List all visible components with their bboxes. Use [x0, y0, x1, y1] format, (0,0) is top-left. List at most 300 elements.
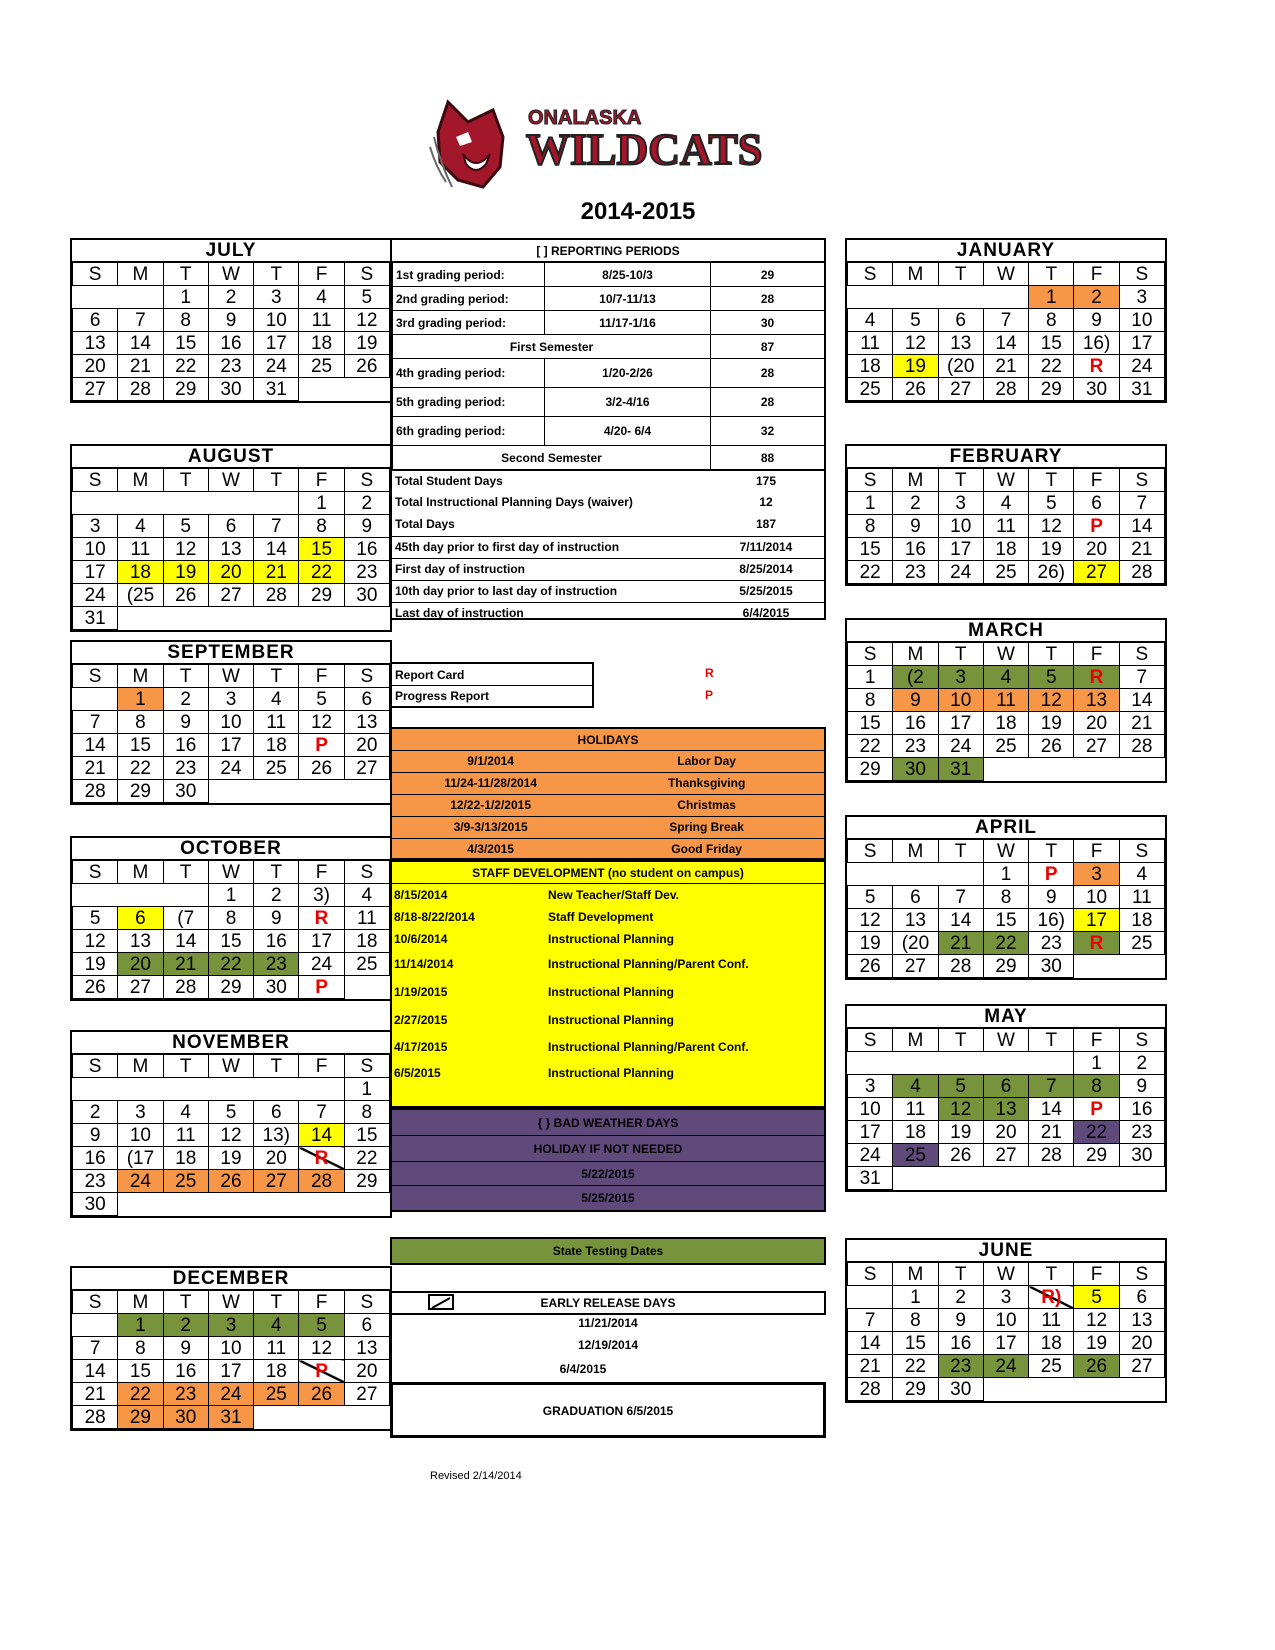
day-cell: 23 [938, 1355, 983, 1378]
day-cell: 6 [983, 1075, 1028, 1098]
period-label: 1st grading period: [393, 263, 545, 287]
day-cell: 1 [208, 884, 253, 907]
day-cell: 8 [118, 1337, 163, 1360]
staff-event: Instructional Planning [548, 932, 675, 946]
holiday-date: 4/3/2015 [467, 842, 514, 856]
day-cell: 19 [1029, 712, 1074, 735]
day-cell: 27 [1074, 735, 1119, 758]
reporting-row [393, 359, 825, 388]
day-cell: 16 [344, 538, 389, 561]
day-cell: 7 [73, 1337, 118, 1360]
calendar-march [845, 618, 1167, 783]
day-cell: 29 [163, 378, 208, 401]
calendar-december [70, 1266, 392, 1431]
day-cell: 17 [299, 930, 344, 953]
day-cell: 9 [938, 1309, 983, 1332]
staff-date: 4/17/2015 [394, 1040, 448, 1054]
empty-day [254, 492, 299, 515]
day-cell: 7 [73, 711, 118, 734]
day-cell: 29 [848, 758, 893, 781]
day-cell: 25 [848, 378, 893, 401]
empty-day [1074, 955, 1119, 978]
weekday-header: S [344, 665, 389, 688]
day-cell: 25 [893, 1144, 938, 1167]
day-cell: 10 [73, 538, 118, 561]
day-cell: 1 [1074, 1052, 1119, 1075]
empty-day [848, 1052, 893, 1075]
day-cell: 20 [1074, 712, 1119, 735]
day-cell: 30 [1119, 1144, 1164, 1167]
day-cell: (17 [118, 1147, 163, 1170]
day-cell: 30 [208, 378, 253, 401]
month-name: JUNE [847, 1240, 1165, 1262]
weekday-header: T [254, 1055, 299, 1078]
weekday-header: T [254, 1291, 299, 1314]
calendar-june [845, 1238, 1167, 1403]
empty-day [938, 863, 983, 886]
day-cell: 10 [118, 1124, 163, 1147]
empty-day [1119, 955, 1164, 978]
day-cell: 5 [163, 515, 208, 538]
weekday-header: T [938, 643, 983, 666]
staff-date: 2/27/2015 [394, 1013, 448, 1027]
day-cell: P [1029, 863, 1074, 886]
calendar-october [70, 836, 392, 1001]
day-cell: 24 [299, 953, 344, 976]
staff-row [392, 1060, 824, 1086]
total-value: 5/25/2015 [739, 584, 793, 598]
empty-day [1119, 1378, 1164, 1401]
day-cell: 30 [1029, 955, 1074, 978]
staff-date: 1/19/2015 [394, 985, 448, 999]
period-days: 87 [711, 335, 825, 359]
day-cell: (20 [893, 932, 938, 955]
holiday-date: 9/1/2014 [467, 754, 514, 768]
day-cell: 20 [344, 1360, 389, 1383]
day-cell: 7 [1029, 1075, 1074, 1098]
weather-subtitle: HOLIDAY IF NOT NEEDED [392, 1136, 824, 1162]
early-release-date-3: 6/4/2015 [559, 1362, 607, 1376]
total-value: 175 [755, 474, 777, 488]
weekday-header: M [118, 665, 163, 688]
empty-day [938, 1167, 983, 1190]
day-cell: 16 [893, 712, 938, 735]
empty-day [848, 286, 893, 309]
total-row [392, 580, 824, 602]
empty-day [1074, 1378, 1119, 1401]
staff-row [392, 1034, 824, 1060]
weekday-header: F [1074, 1263, 1119, 1286]
day-cell: 9 [1119, 1075, 1164, 1098]
day-cell: 24 [938, 561, 983, 584]
day-cell: 3 [938, 492, 983, 515]
empty-day [344, 1193, 389, 1216]
day-cell: 13 [938, 332, 983, 355]
empty-day [163, 1193, 208, 1216]
early-release-panel [390, 1291, 826, 1315]
day-cell: 19 [344, 332, 389, 355]
weekday-header: S [848, 469, 893, 492]
day-cell: 15 [848, 538, 893, 561]
day-cell: 17 [208, 734, 253, 757]
day-cell: 11 [163, 1124, 208, 1147]
empty-day [299, 607, 344, 630]
period-range: 11/17-1/16 [545, 311, 711, 335]
weekday-header: S [1119, 643, 1164, 666]
staff-event: Instructional Planning [548, 1066, 675, 1080]
total-label: Total Days [395, 517, 455, 531]
day-cell: 9 [1029, 886, 1074, 909]
day-cell: 29 [893, 1378, 938, 1401]
day-cell: 16 [938, 1332, 983, 1355]
empty-day [163, 884, 208, 907]
reporting-title: [ ] REPORTING PERIODS [392, 240, 824, 262]
day-cell: 23 [344, 561, 389, 584]
reporting-row [393, 311, 825, 335]
day-cell: 18 [1119, 909, 1164, 932]
day-cell: 6 [208, 515, 253, 538]
day-cell: 14 [1119, 689, 1164, 712]
day-cell: 16 [208, 332, 253, 355]
day-cell: 25 [1119, 932, 1164, 955]
empty-day [73, 1314, 118, 1337]
empty-day [1029, 1052, 1074, 1075]
day-cell: 21 [983, 355, 1028, 378]
weekday-header: S [1119, 1029, 1164, 1052]
day-cell: 11 [983, 689, 1028, 712]
empty-day [344, 378, 389, 401]
day-cell: 9 [254, 907, 299, 930]
day-cell: (2 [893, 666, 938, 689]
day-cell: 16) [1029, 909, 1074, 932]
day-cell: 22 [299, 561, 344, 584]
day-cell: 11 [118, 538, 163, 561]
weekday-header: M [893, 1263, 938, 1286]
legend-panel [390, 662, 594, 708]
weekday-header: T [163, 469, 208, 492]
early-release-date-2: 12/19/2014 [577, 1338, 639, 1352]
day-cell: 17 [848, 1121, 893, 1144]
day-cell: 17 [254, 332, 299, 355]
day-cell: 20 [983, 1121, 1028, 1144]
day-cell: 7 [299, 1101, 344, 1124]
total-row [392, 492, 824, 514]
weekday-header: T [254, 263, 299, 286]
month-name: MAY [847, 1006, 1165, 1028]
weekday-header: S [848, 643, 893, 666]
total-row [392, 514, 824, 536]
weekday-header: T [1029, 1029, 1074, 1052]
day-cell: 12 [1029, 689, 1074, 712]
day-cell: 9 [893, 689, 938, 712]
empty-day [299, 1406, 344, 1429]
weekday-header: T [938, 1029, 983, 1052]
staff-row [392, 978, 824, 1006]
empty-day [893, 1167, 938, 1190]
total-value: 7/11/2014 [739, 540, 793, 554]
day-cell: 28 [983, 378, 1028, 401]
day-cell: 10 [208, 1337, 253, 1360]
period-label: 5th grading period: [393, 388, 545, 417]
day-cell: 12 [73, 930, 118, 953]
day-cell: 26 [299, 757, 344, 780]
day-cell: 14 [254, 538, 299, 561]
weekday-header: W [983, 840, 1028, 863]
day-cell: 27 [344, 1383, 389, 1406]
day-cell: 19 [938, 1121, 983, 1144]
day-cell: 16 [1119, 1098, 1164, 1121]
total-row [392, 470, 824, 492]
day-cell: 12 [299, 1337, 344, 1360]
weekday-header: W [208, 1055, 253, 1078]
day-cell: 8 [208, 907, 253, 930]
weekday-header: T [1029, 263, 1074, 286]
bad-weather-panel [390, 1108, 826, 1212]
weekday-header: T [163, 861, 208, 884]
day-cell: 5 [848, 886, 893, 909]
weather-date-2: 5/25/2015 [581, 1191, 635, 1205]
day-cell: 25 [254, 1383, 299, 1406]
day-cell: 19 [1074, 1332, 1119, 1355]
calendar-august [70, 444, 392, 632]
day-cell: 14 [118, 332, 163, 355]
day-cell: 14 [938, 909, 983, 932]
day-cell: 27 [938, 378, 983, 401]
empty-day [208, 1193, 253, 1216]
day-cell: 15 [344, 1124, 389, 1147]
day-cell: 12 [1074, 1309, 1119, 1332]
day-cell: 17 [73, 561, 118, 584]
day-cell: 30 [163, 1406, 208, 1429]
day-cell: 27 [208, 584, 253, 607]
day-cell: 8 [1074, 1075, 1119, 1098]
day-cell: 22 [893, 1355, 938, 1378]
holiday-name: Spring Break [669, 820, 744, 834]
day-cell: 8 [344, 1101, 389, 1124]
day-cell: 22 [1029, 355, 1074, 378]
day-cell: 22 [848, 735, 893, 758]
total-label: 45th day prior to first day of instruction [395, 540, 620, 554]
weekday-header: M [118, 469, 163, 492]
total-label: First day of instruction [395, 562, 526, 576]
day-cell: 18 [163, 1147, 208, 1170]
weekday-header: F [299, 1055, 344, 1078]
day-cell: 21 [938, 932, 983, 955]
day-cell: 20 [208, 561, 253, 584]
calendar-september [70, 640, 392, 805]
day-cell: 24 [848, 1144, 893, 1167]
empty-day [254, 607, 299, 630]
day-cell: 1 [848, 492, 893, 515]
weekday-header: W [208, 469, 253, 492]
empty-day [1029, 1378, 1074, 1401]
day-cell: 11 [254, 711, 299, 734]
day-cell: R [1074, 932, 1119, 955]
day-cell: 8 [163, 309, 208, 332]
day-cell: 28 [938, 955, 983, 978]
day-cell: 6 [1074, 492, 1119, 515]
empty-day [73, 688, 118, 711]
empty-day [344, 780, 389, 803]
empty-day [983, 758, 1028, 781]
holidays-title: HOLIDAYS [392, 729, 824, 751]
holiday-row [392, 773, 824, 795]
day-cell: 11 [299, 309, 344, 332]
day-cell: 9 [208, 309, 253, 332]
wildcat-icon [430, 102, 503, 187]
day-cell: 3 [1074, 863, 1119, 886]
day-cell: 21 [254, 561, 299, 584]
total-row [392, 558, 824, 580]
day-cell: 25 [163, 1170, 208, 1193]
day-cell: 3 [208, 1314, 253, 1337]
totals-list [392, 470, 824, 624]
weekday-header: S [1119, 263, 1164, 286]
day-cell: P [299, 976, 344, 999]
day-cell: 26 [938, 1144, 983, 1167]
empty-day [254, 1078, 299, 1101]
day-cell: 15 [848, 712, 893, 735]
month-name: AUGUST [72, 446, 390, 468]
empty-day [73, 884, 118, 907]
day-cell: P [299, 1360, 344, 1383]
day-cell: 2 [344, 492, 389, 515]
empty-day [1029, 758, 1074, 781]
day-cell: 23 [893, 561, 938, 584]
day-cell: 18 [299, 332, 344, 355]
day-cell: 19 [1029, 538, 1074, 561]
day-cell: 26 [344, 355, 389, 378]
period-range: 1/20-2/26 [545, 359, 711, 388]
weekday-header: W [208, 263, 253, 286]
day-cell: 19 [163, 561, 208, 584]
day-cell: P [1074, 1098, 1119, 1121]
day-cell: 31 [208, 1406, 253, 1429]
day-cell: 27 [254, 1170, 299, 1193]
weekday-header: S [344, 263, 389, 286]
day-cell: 30 [1074, 378, 1119, 401]
day-cell: 20 [1074, 538, 1119, 561]
day-cell: 15 [208, 930, 253, 953]
day-cell: 2 [163, 688, 208, 711]
day-cell: 20 [344, 734, 389, 757]
weekday-header: S [848, 1263, 893, 1286]
day-cell: 12 [893, 332, 938, 355]
day-cell: 4 [344, 884, 389, 907]
day-cell: 23 [163, 757, 208, 780]
total-label: Total Student Days [395, 474, 503, 488]
day-cell: 8 [893, 1309, 938, 1332]
holiday-name: Good Friday [671, 842, 742, 856]
day-cell: 1 [299, 492, 344, 515]
weekday-header: T [254, 469, 299, 492]
weekday-header: M [118, 1055, 163, 1078]
early-release-date-1: 11/21/2014 [578, 1316, 638, 1330]
day-cell: 23 [1029, 932, 1074, 955]
weekday-header: F [1074, 263, 1119, 286]
day-cell: (25 [118, 584, 163, 607]
period-days: 28 [711, 287, 825, 311]
empty-day [163, 607, 208, 630]
period-range: 8/25-10/3 [545, 263, 711, 287]
day-cell: 8 [1029, 309, 1074, 332]
day-cell: 26 [848, 955, 893, 978]
period-days: 88 [711, 446, 825, 470]
early-release-marker-icon [428, 1294, 454, 1310]
day-cell: 16 [893, 538, 938, 561]
weekday-header: T [1029, 643, 1074, 666]
day-cell: 5 [938, 1075, 983, 1098]
empty-day [118, 1193, 163, 1216]
day-cell: 4 [983, 492, 1028, 515]
day-cell: 7 [1119, 492, 1164, 515]
day-cell: 8 [848, 515, 893, 538]
day-cell: 16 [73, 1147, 118, 1170]
day-cell: 26 [1029, 735, 1074, 758]
day-cell: 10 [1074, 886, 1119, 909]
day-cell: 18 [118, 561, 163, 584]
day-cell: 30 [254, 976, 299, 999]
revised-date: Revised 2/14/2014 [430, 1470, 522, 1482]
day-cell: 18 [983, 712, 1028, 735]
day-cell: 23 [893, 735, 938, 758]
day-cell: 25 [1029, 1355, 1074, 1378]
day-cell: 21 [1119, 712, 1164, 735]
holiday-row [392, 751, 824, 773]
empty-day [344, 607, 389, 630]
day-cell: 14 [848, 1332, 893, 1355]
day-cell: 1 [118, 688, 163, 711]
weather-title: { } BAD WEATHER DAYS [392, 1110, 824, 1136]
weekday-header: T [163, 263, 208, 286]
day-cell: 12 [208, 1124, 253, 1147]
month-name: DECEMBER [72, 1268, 390, 1290]
empty-day [893, 1052, 938, 1075]
weekday-header: F [1074, 840, 1119, 863]
day-cell: 13 [73, 332, 118, 355]
day-cell: 12 [848, 909, 893, 932]
reporting-row [393, 446, 825, 470]
day-cell: 31 [1119, 378, 1164, 401]
day-cell: 31 [254, 378, 299, 401]
day-cell: 15 [1029, 332, 1074, 355]
weekday-header: S [73, 469, 118, 492]
day-cell: 28 [73, 780, 118, 803]
day-cell: 3 [208, 688, 253, 711]
period-range: 3/2-4/16 [545, 388, 711, 417]
day-cell: 11 [893, 1098, 938, 1121]
day-cell: 14 [73, 734, 118, 757]
day-cell: 7 [254, 515, 299, 538]
day-cell: 28 [1029, 1144, 1074, 1167]
weather-date-1: 5/22/2015 [392, 1162, 824, 1186]
legend-report-card-mark: R [705, 666, 714, 680]
day-cell: 13 [344, 1337, 389, 1360]
day-cell: 2 [163, 1314, 208, 1337]
day-cell: 30 [893, 758, 938, 781]
day-cell: 25 [299, 355, 344, 378]
day-cell: 29 [299, 584, 344, 607]
day-cell: 27 [1074, 561, 1119, 584]
day-cell: 27 [118, 976, 163, 999]
day-cell: 2 [254, 884, 299, 907]
day-cell: 15 [163, 332, 208, 355]
holiday-name: Thanksgiving [667, 776, 746, 790]
period-days: 28 [711, 359, 825, 388]
day-cell: 28 [254, 584, 299, 607]
day-cell: 31 [848, 1167, 893, 1190]
empty-day [73, 492, 118, 515]
